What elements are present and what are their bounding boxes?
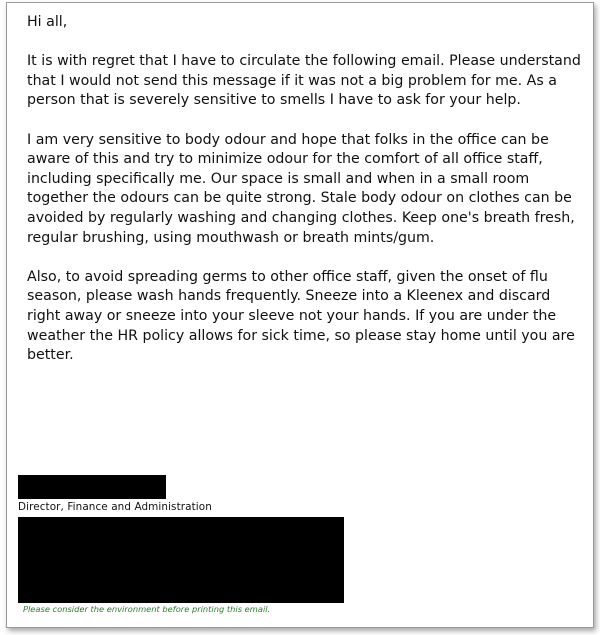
email-page	[6, 2, 594, 628]
email-paragraph-3: Also, to avoid spreading germs to other office staff, given the onset of flu season, please wash hands frequently. Sneeze into a Kleenex and discard right away or sneeze into your sleeve not your hands. If you are under the weather the HR policy allows for sick time, so please stay home until you are better.	[27, 268, 575, 364]
email-greeting: Hi all,	[27, 14, 68, 30]
signature-title: Director, Finance and Administration	[18, 501, 212, 513]
environment-footer-note: Please consider the environment before printing this email.	[23, 604, 271, 614]
redacted-sender-name	[18, 475, 166, 499]
email-body	[27, 13, 587, 385]
email-paragraph-2: I am very sensitive to body odour and hope that folks in the office can be aware of this and try to minimize odour for the comfort of all office staff, including specifically me. Our space is small and when in a small room together the odours can be quite strong. Stale body odour on clothes can be avoided by regularly washing and changing clothes. Keep one's breath fresh, regular brushing, using mouthwash or breath mints/gum.	[27, 131, 575, 246]
email-paragraph-1: It is with regret that I have to circulate the following email. Please understand that I would not send this message if it was not a big problem for me. As a person that is severely sensitive to smells I have to ask for your help.	[27, 53, 581, 109]
redacted-signature-block	[18, 517, 344, 603]
